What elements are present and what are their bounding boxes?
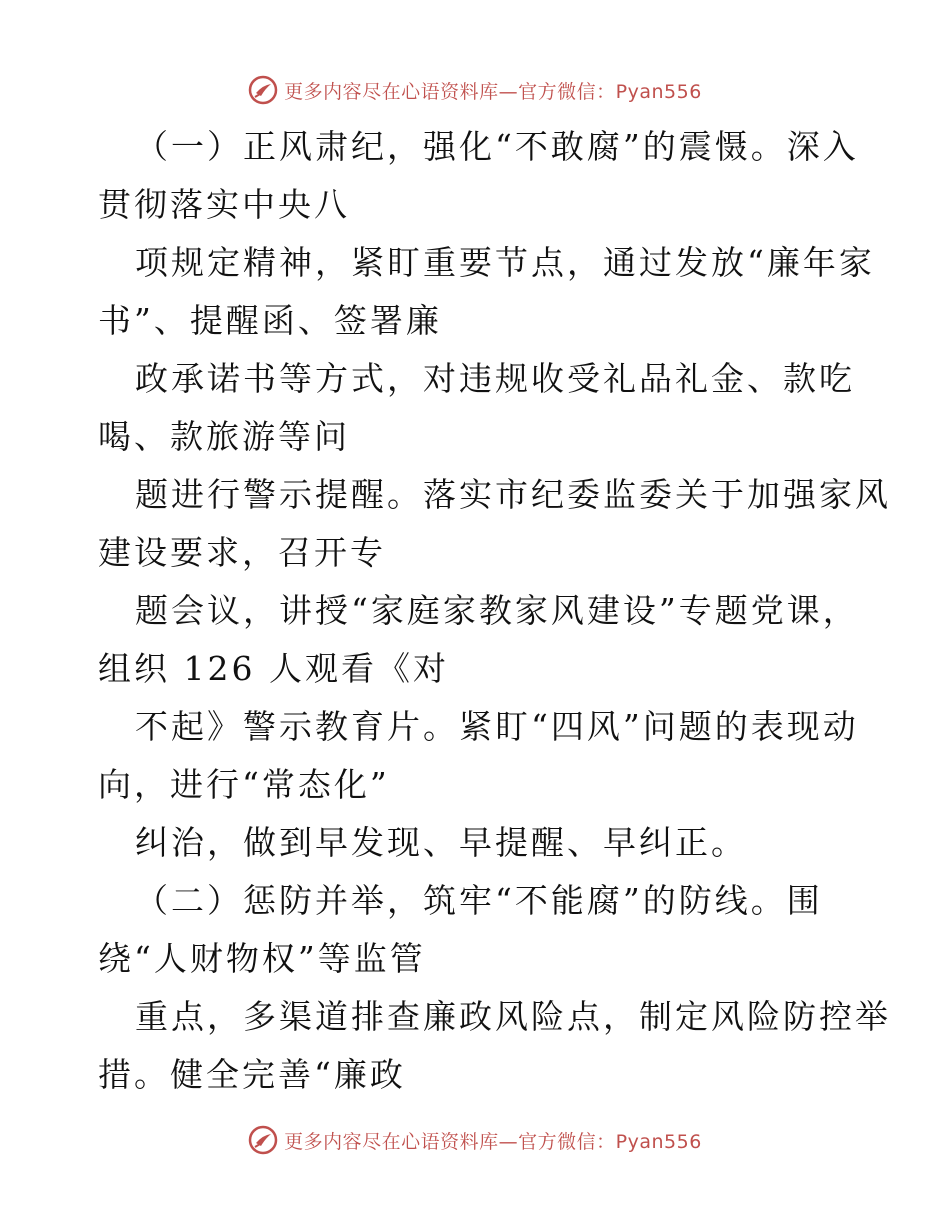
header-banner-text: 更多内容尽在心语资料库—官方微信：Pyan556: [284, 80, 702, 103]
text-line: 纠治，做到早发现、早提醒、早纠正。: [135, 823, 747, 862]
text-line: 绕“人财物权”等监管: [98, 939, 426, 978]
text-line: 喝、款旅游等问: [98, 417, 350, 456]
text-line: 贯彻落实中央八: [98, 185, 350, 224]
text-line: 向，进行“常态化”: [98, 765, 390, 804]
footer-banner: [0, 1120, 950, 1160]
text-line: 题进行警示提醒。落实市纪委监委关于加强家风: [135, 475, 891, 514]
text-line: （二）惩防并举，筑牢“不能腐”的防线。围: [135, 881, 823, 920]
book-quill-logo-icon: [248, 75, 278, 105]
text-line: 建设要求，召开专: [98, 533, 386, 572]
header-banner: [0, 70, 950, 110]
text-line: （一）正风肃纪，强化“不敢腐”的震慑。深入: [135, 127, 859, 166]
text-line: 政承诺书等方式，对违规收受礼品礼金、款吃: [135, 359, 855, 398]
book-quill-logo-icon: [248, 1125, 278, 1155]
text-line: 书”、提醒函、签署廉: [98, 301, 442, 340]
footer-banner-text: 更多内容尽在心语资料库—官方微信：Pyan556: [284, 1130, 702, 1153]
text-line: 措。健全完善“廉政: [98, 1055, 406, 1094]
text-line: 不起》警示教育片。紧盯“四风”问题的表现动: [135, 707, 859, 746]
text-line: 组织 126 人观看《对: [98, 649, 449, 688]
text-line: 题会议，讲授“家庭家教家风建设”专题党课，: [135, 591, 859, 630]
text-line: 项规定精神，紧盯重要节点，通过发放“廉年家: [135, 243, 875, 282]
text-line: 重点，多渠道排查廉政风险点，制定风险防控举: [135, 997, 891, 1036]
